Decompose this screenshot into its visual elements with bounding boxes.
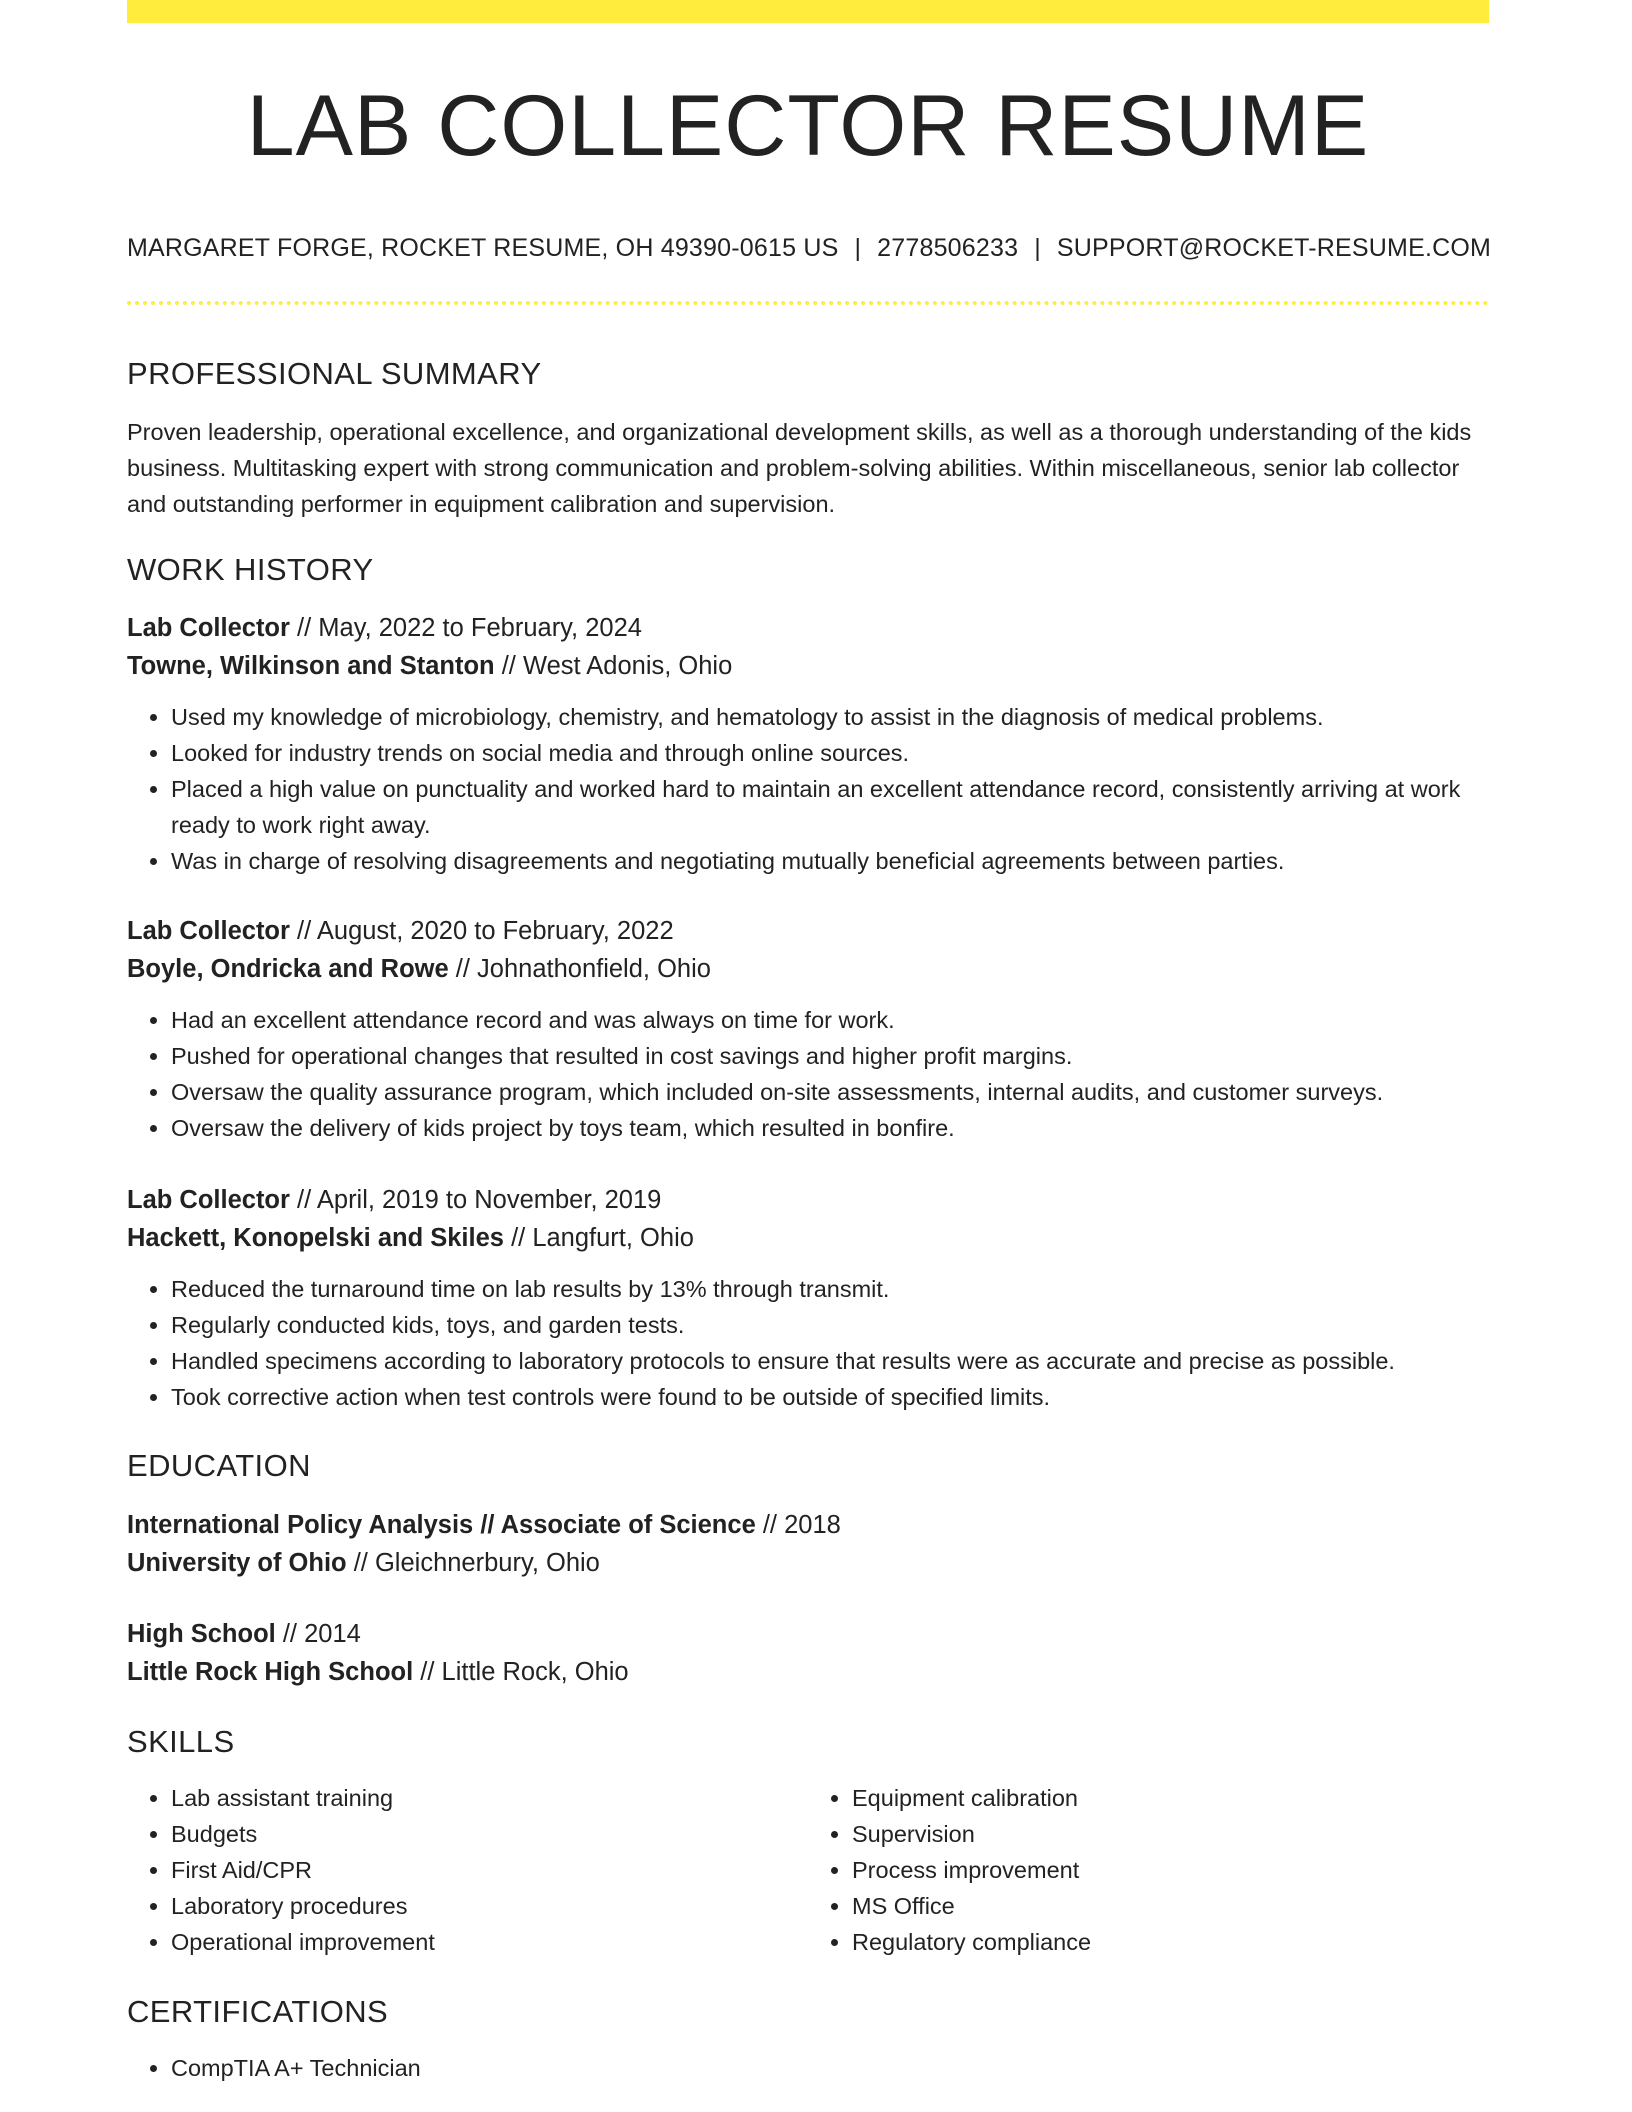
list-item: • Was in charge of resolving disagreements and negotiating mutually beneficial agreements between parties. [171,843,1489,879]
contact-address: MARGARET FORGE, ROCKET RESUME, OH 49390-0615 US [127,234,839,262]
education-school: University of Ohio [127,1549,347,1577]
contact-line [127,234,1492,263]
job-entry [127,609,1489,879]
list-item: • Oversaw the delivery of kids project by toys team, which resulted in bonfire. [171,1110,1489,1146]
education-school-line [127,1653,1489,1691]
job-title: Lab Collector [127,614,290,642]
job-dates: // April, 2019 to November, 2019 [297,1186,662,1214]
job-entry [127,912,1489,1146]
contact-separator: | [854,234,862,262]
list-item: • Equipment calibration [852,1780,1489,1816]
summary-text: Proven leadership, operational excellence, and organizational development skills, as well as a thorough understanding of the kids business. Multitasking expert with strong communication and problem-solving abilities. Within miscellaneous, senior lab collector and outstanding performer in equipment calibration and supervision. [127,419,1472,517]
contact-phone: 2778506233 [877,234,1019,262]
resume-page [127,0,1492,2081]
top-accent-bar [127,0,1489,23]
list-item: • Pushed for operational changes that resulted in cost savings and higher profit margins. [171,1038,1489,1074]
contact-separator: | [1034,234,1041,262]
list-item: • Oversaw the quality assurance program, which included on-site assessments, internal audits, and customer surveys. [171,1074,1489,1110]
list-item: • Had an excellent attendance record and was always on time for work. [171,1002,1489,1038]
list-item: • Regularly conducted kids, toys, and garden tests. [171,1307,1489,1343]
job-company: Hackett, Konopelski and Skiles [127,1224,504,1252]
job-company-line [127,647,1489,685]
section-heading-certifications: CERTIFICATIONS [127,1994,389,2029]
list-item: • Budgets [171,1816,808,1852]
list-item: • First Aid/CPR [171,1852,808,1888]
education-degree: International Policy Analysis // Associate of Science [127,1511,756,1539]
list-item: • Laboratory procedures [171,1888,808,1924]
dotted-divider [127,301,1489,305]
job-bullets [127,1271,1489,1415]
list-item: • Operational improvement [171,1924,808,1960]
section-heading-work-history: WORK HISTORY [127,552,374,587]
job-location: // Langfurt, Ohio [511,1224,694,1252]
education-year: // 2018 [762,1511,841,1539]
skills-section [127,1726,1489,1757]
job-company: Towne, Wilkinson and Stanton [127,652,495,680]
education-degree-line [127,1506,1489,1544]
education-section [127,1450,1489,1481]
list-item: • Lab assistant training [171,1780,808,1816]
certifications-section [127,1996,1489,2027]
list-item: • Supervision [852,1816,1489,1852]
job-dates: // May, 2022 to February, 2024 [297,614,642,642]
education-entry [127,1506,1489,1582]
job-entry [127,1181,1489,1415]
job-title-line [127,1181,1489,1219]
job-title-line [127,912,1489,950]
job-company-line [127,950,1489,988]
job-bullets [127,699,1489,879]
list-item: • Reduced the turnaround time on lab results by 13% through transmit. [171,1271,1489,1307]
work-history-section [127,554,1489,585]
job-title: Lab Collector [127,917,290,945]
list-item: • Used my knowledge of microbiology, chemistry, and hematology to assist in the diagnosis of medical problems. [171,699,1489,735]
job-location: // Johnathonfield, Ohio [455,955,711,983]
list-item: • Took corrective action when test controls were found to be outside of specified limits. [171,1379,1489,1415]
contact-email[interactable]: SUPPORT@ROCKET-RESUME.COM [1056,234,1492,262]
list-item: • MS Office [852,1888,1489,1924]
skills-list-right [808,1780,1489,1960]
education-school-line [127,1544,1489,1582]
list-item: • Process improvement [852,1852,1489,1888]
education-entry [127,1615,1489,1691]
job-location: // West Adonis, Ohio [501,652,733,680]
education-location: // Gleichnerbury, Ohio [353,1549,600,1577]
list-item: • Looked for industry trends on social media and through online sources. [171,735,1489,771]
education-degree-line [127,1615,1489,1653]
job-dates: // August, 2020 to February, 2022 [297,917,674,945]
skills-list-left [127,1780,808,1960]
certifications-list [127,2050,1489,2086]
job-bullets [127,1002,1489,1146]
list-item: • Placed a high value on punctuality and worked hard to maintain an excellent attendance record, consistently arriving at work ready to work right away. [171,771,1489,843]
education-degree: High School [127,1620,276,1648]
section-heading-skills: SKILLS [127,1724,235,1759]
list-item: • CompTIA A+ Technician [171,2050,1489,2086]
section-heading-education: EDUCATION [127,1448,311,1483]
job-company-line [127,1219,1489,1257]
section-heading-summary: PROFESSIONAL SUMMARY [127,356,542,391]
summary-section [127,358,1489,522]
education-school: Little Rock High School [127,1658,414,1686]
list-item: • Regulatory compliance [852,1924,1489,1960]
job-title-line [127,609,1489,647]
resume-title: LAB COLLECTOR RESUME [246,78,1370,174]
certifications-list-wrap [127,2050,1489,2086]
education-location: // Little Rock, Ohio [420,1658,629,1686]
education-year: // 2014 [282,1620,361,1648]
skills-grid [127,1780,1489,1960]
job-title: Lab Collector [127,1186,290,1214]
list-item: • Handled specimens according to laboratory protocols to ensure that results were as accurate and precise as possible. [171,1343,1489,1379]
job-company: Boyle, Ondricka and Rowe [127,955,449,983]
